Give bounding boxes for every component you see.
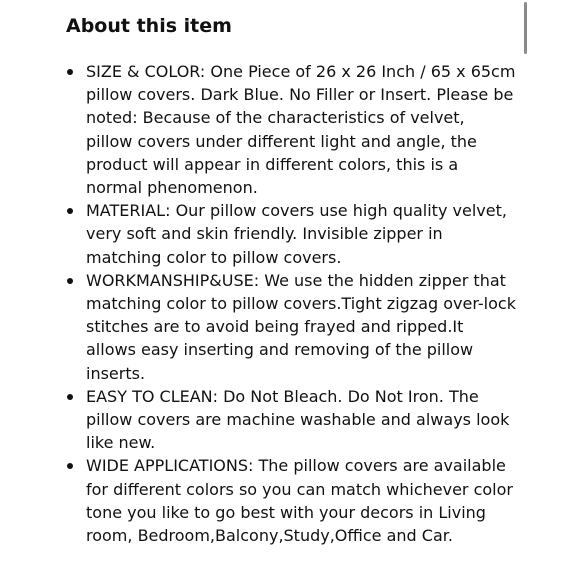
feature-bullet-list	[66, 60, 522, 547]
feature-bullet-text: WIDE APPLICATIONS: The pillow covers are available for different colors so you can match whichever color tone you like to go best with your decors in Living room, Bedroom,Balcony,Study,Office and Car.	[86, 456, 519, 546]
bullet-icon	[67, 208, 73, 214]
feature-bullet-text: SIZE & COLOR: One Piece of 26 x 26 Inch / 65 x 65cm pillow covers. Dark Blue. No Filler or Insert. Please be noted: Because of the characteristics of velvet, pillow covers under different light and angle, the product will appear in different colors, this is a normal phenomenon.	[86, 62, 521, 198]
vertical-scrollbar[interactable]	[522, 0, 530, 56]
bullet-icon	[67, 278, 73, 284]
feature-bullet-text: MATERIAL: Our pillow covers use high quality velvet, very soft and skin friendly. Invisible zipper in matching color to pillow covers.	[86, 201, 513, 267]
feature-bullet-material	[66, 199, 518, 269]
bullet-icon	[67, 463, 73, 469]
feature-bullet-text: EASY TO CLEAN: Do Not Bleach. Do Not Iron. The pillow covers are machine washable and always look like new.	[86, 386, 515, 453]
scrollbar-thumb[interactable]	[524, 2, 527, 54]
bullet-icon	[67, 69, 73, 75]
feature-bullet-text: WORKMANSHIP&USE: We use the hidden zipper that matching color to pillow covers.Tight zigzag over-lock stitches are to avoid being frayed and ripped.It allows easy inserting and removing of the pillow inserts.	[86, 270, 522, 383]
feature-bullet-applications	[66, 454, 518, 547]
feature-bullet-easy-clean	[66, 385, 518, 455]
section-title: About this item	[66, 15, 232, 37]
bullet-icon	[67, 394, 73, 400]
feature-bullet-size-color	[66, 60, 521, 199]
feature-bullet-workmanship	[66, 269, 522, 385]
